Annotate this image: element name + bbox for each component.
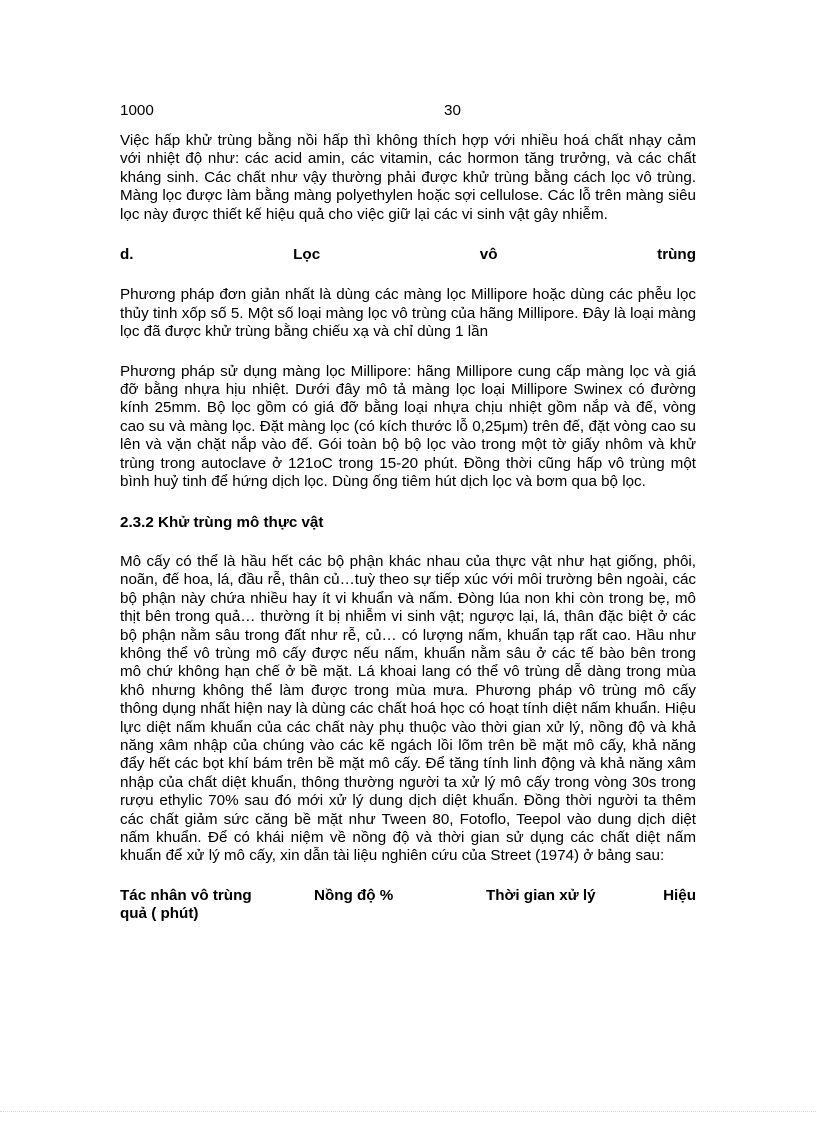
table-header-concentration: Nồng độ % xyxy=(314,886,394,904)
table-header-agent: Tác nhân vô trùng xyxy=(120,886,252,904)
heading-d-word-1: d. xyxy=(120,246,134,264)
value-1000: 1000 xyxy=(120,102,154,119)
table-header-effect: Hiệu xyxy=(663,886,696,904)
heading-d-word-2: Lọc xyxy=(293,246,321,264)
section-heading-d xyxy=(120,246,696,264)
table-header-time: Thời gian xử lý xyxy=(486,886,596,904)
document-page xyxy=(120,100,696,927)
paragraph-millipore-simple: Phương pháp đơn giản nhất là dùng các màng lọc Millipore hoặc dùng các phễu lọc thủy tinh xốp số 5. Một số loại màng lọc vô trùng của hãng Millipore. Đây là loại màng lọc đã được khử trùng bằng chiếu xạ và chỉ dùng 1 lần xyxy=(120,286,696,341)
paragraph-millipore-method: Phương pháp sử dụng màng lọc Millipore: hãng Millipore cung cấp màng lọc và giá đỡ bằng nhựa hịu nhiệt. Dưới đây mô tả màng lọc loại Millipore Swinex có đường kính 25mm. Bộ lọc gồm có giá đỡ bằng loại nhựa chịu nhiệt gồm nắp và đế, vòng cao su và màng lọc. Đặt màng lọc (có kích thước lỗ 0,25μm) trên đế, đặt vòng cao su lên và vặn chặt nắp vào đế. Gói toàn bộ bộ lọc vào trong một tờ giấy nhôm và khử trùng trong autoclave ở 121oC trong 15-20 phút. Đồng thời cũng hấp vô trùng một bình huỷ tinh để hứng dịch lọc. Dùng ống tiêm hút dịch lọc và bơm qua bộ lọc. xyxy=(120,362,696,491)
section-heading-2-3-2: 2.3.2 Khử trùng mô thực vật xyxy=(120,513,324,531)
heading-d-word-3: vô xyxy=(479,246,498,264)
heading-d-word-4: trùng xyxy=(657,246,696,264)
paragraph-autoclave-limits: Việc hấp khử trùng bằng nồi hấp thì không thích hợp với nhiều hoá chất nhạy cảm với nhiệt độ như: các acid amin, các vitamin, các hormon tăng trưởng, và các chất kháng sinh. Các chất như vậy thường phải được khử trùng bằng cách lọc vô trùng. Màng lọc được làm bằng màng polyethylen hoặc sợi cellulose. Các lỗ trên màng siêu lọc này được thiết kế hiệu quả cho việc giữ lại các vi sinh vật gây nhiễm. xyxy=(120,132,696,223)
table-header-effect-continued: quả ( phút) xyxy=(120,904,199,922)
page-bottom-rule xyxy=(0,1111,816,1112)
value-30: 30 xyxy=(444,102,461,119)
table-header xyxy=(120,887,696,927)
table-continuation-row xyxy=(120,100,696,124)
paragraph-explant-sterilization: Mô cấy có thể là hầu hết các bộ phận khác nhau của thực vật như hạt giống, phôi, noãn, đế hoa, lá, đầu rễ, thân củ…tuỳ theo sự tiếp xúc với môi trường bên ngoài, các bộ phận này chứa nhiều hay ít vi khuẩn và nấm. Đòng lúa non khi còn trong bẹ, mô thịt bên trong quả… thường ít bị nhiễm vi sinh vật; ngược lại, lá, thân đặc biệt ở các bộ phận nằm sâu trong đất như rễ, củ… có lượng nấm, khuẩn tạp rất cao. Hầu như không thể vô trùng mô cấy được nếu nấm, khuẩn nằm sâu ở các tế bào bên trong mô chứ không hạn chế ở bề mặt. Lá khoai lang có thể vô trùng dễ dàng trong mùa khô nhưng không thể làm được trong mùa mưa. Phương pháp vô trùng mô cấy thông dụng nhất hiện nay là dùng các chất hoá học có hoạt tính diệt nấm khuẩn. Hiệu lực diệt nấm khuẩn của các chất này phụ thuộc vào thời gian xử lý, nồng độ và khả năng xâm nhập của chúng vào các kẽ ngách lồi lõm trên bề mặt mô cấy, khả năng đẩy hết các bọt khí bám trên bề mặt mô cấy. Để tăng tính linh động và khả năng xâm nhập của chất diệt khuẩn, thông thường người ta xử lý mô cấy trong vòng 30s trong rượu ethylic 70% sau đó mới xử lý dung dịch diệt khuẩn. Đồng thời người ta thêm các chất giảm sức căng bề mặt như Tween 80, Fotoflo, Teepol vào dung dịch diệt nấm khuẩn. Để có khái niệm về nồng độ và thời gian sử dụng các chất diệt nấm khuẩn để xử lý mô cấy, xin dẫn tài liệu nghiên cứu của Street (1974) ở bảng sau: xyxy=(120,552,696,865)
